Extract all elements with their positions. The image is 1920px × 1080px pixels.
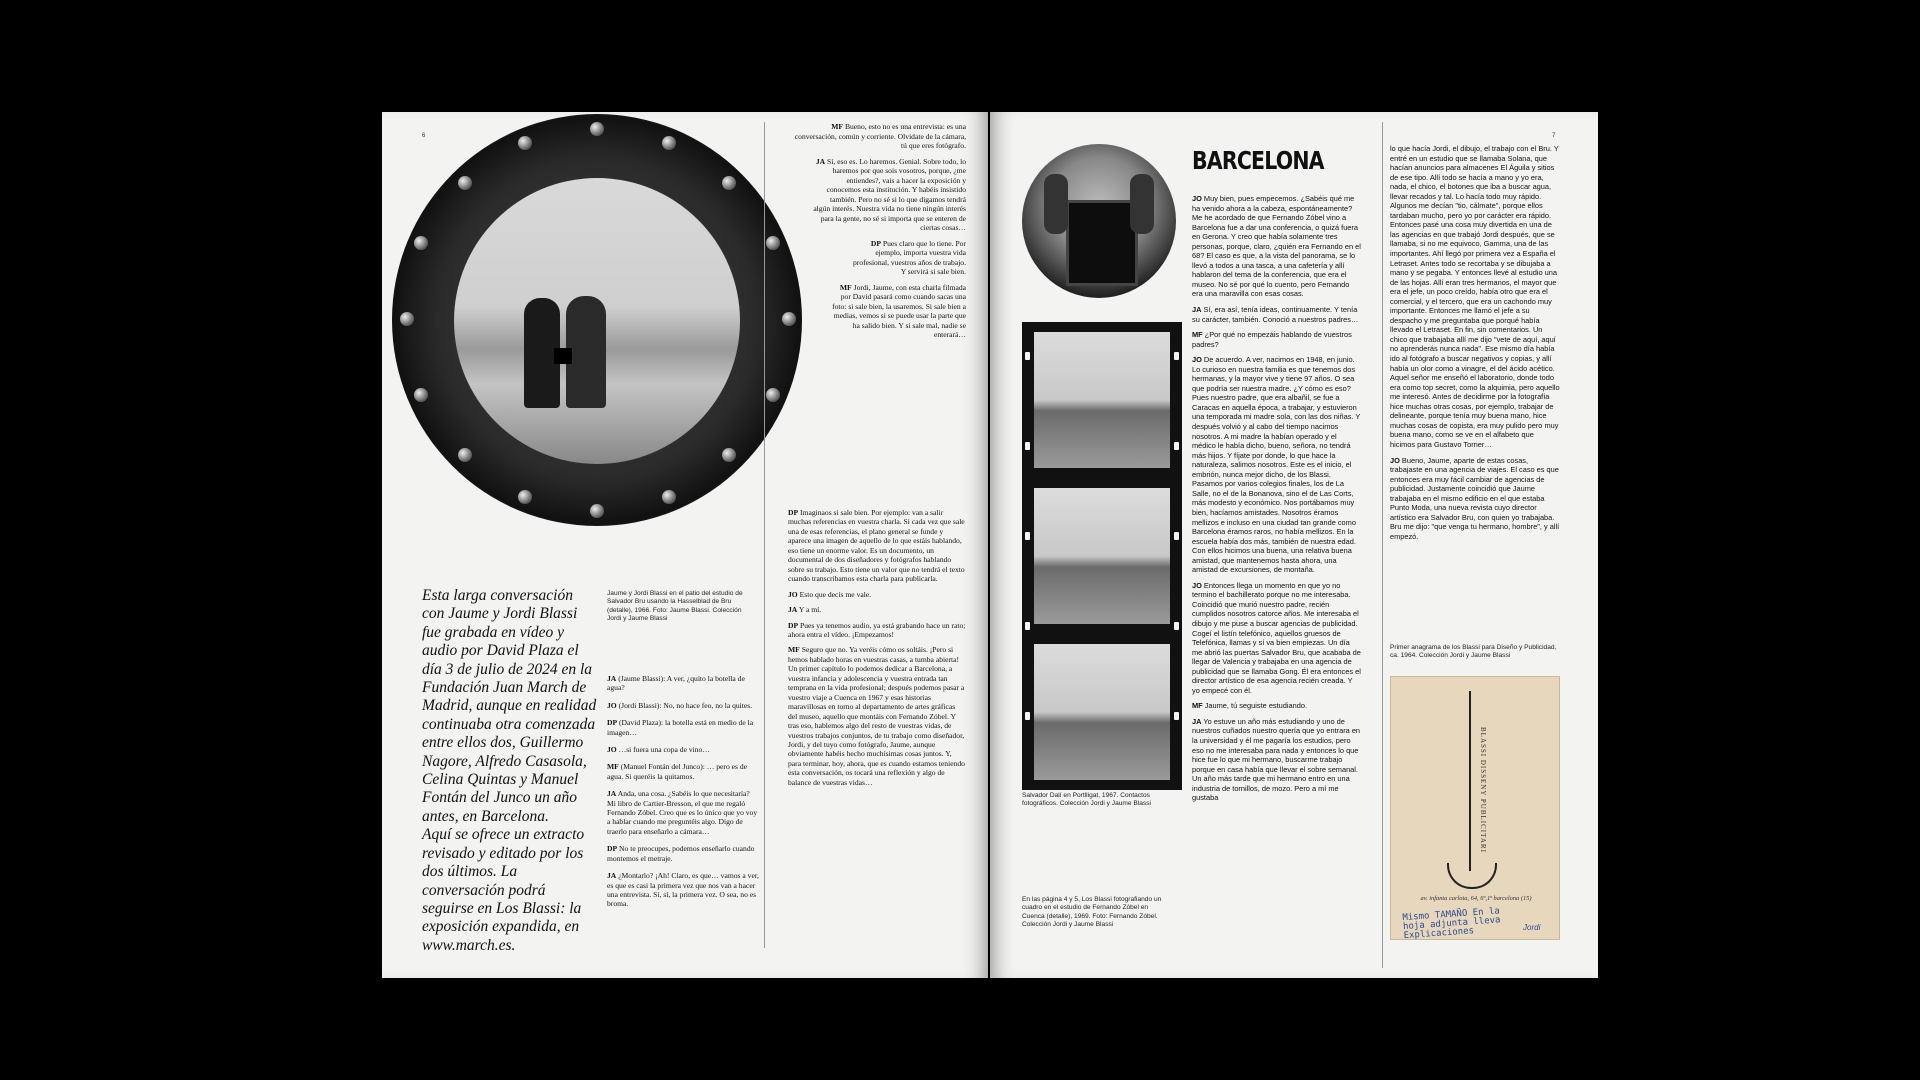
contact-frame (1034, 332, 1170, 468)
sprocket-hole (1025, 352, 1030, 360)
intro-paragraph: Esta larga conversación con Jaume y Jordi Blassi fue grabada en vídeo y audio por David Plaza el día 3 de julio de 2024 en la Fundación Juan March de Madrid, aunque en realidad continuaba otra comenzada entre ellos dos, Guillermo Nagore, Alfredo Casasola, Celina Quintas y Manuel Fontán del Junco un año antes, en Barcelona. (422, 587, 597, 825)
ad-caption: Primer anagrama de los Blassi para Diseño y Publicidad, ca. 1964. Colección Jordi y Jaume Blassi (1390, 644, 1557, 660)
dialog-entry: DP Pues claro que lo tiene. Por ejemplo, importa vuestra vida profesional, vuestros años de trabajo. Y servirá si sale bien. (852, 238, 966, 276)
dialog-entry: MF Seguro que no. Ya veréis cómo os soltáis. ¡Pero si hemos hablado horas en vuestras casas, a tumba abierta! Un primer capítulo lo podemos dedicar a Barcelona, a vuestra infancia y adolescencia y vuestra entrada tan temprana en la vida profesional; después podemos pasar a vuestro viaje a Cuenca en 1967 y esas historias maravillosas en torno al departamento de artes gráficas del museo, aquello que montáis con Fernando Zóbel. Y tras eso, hablemos algo del resto de vuestras vidas, de vuestros trabajos conjuntos, de tu trabajo como diseñador, Jordi, y del tuyo como fotógrafo, Jaume, aunque obviamente habéis hecho muchísimas cosas juntos. Y, para terminar, hoy, ahora, que es cuando estamos teniendo esta conversación, os tocará una reflexión y algo de balance de vuestras vidas… (788, 645, 965, 787)
contact-strip (1022, 322, 1182, 790)
column-rule (1382, 122, 1383, 968)
sprocket-hole (1174, 532, 1179, 540)
logo-stem (1469, 691, 1471, 871)
dialog-entry: MF Jordi, Jaume, con esta charla filmada por David pasará como cuando sacas una foto: si sale bien, la usaremos. Si sale bien a medias, vemos si se puede usar la parte que ha salido bien. Y si sale mal, nadie se enterará… (832, 282, 966, 339)
dialog-entry: JA Yo estuve un año más estudiando y uno de nuestros cuñados nuestro quería que yo entrara en la universidad y él me pagaría los estudios, pero eso no me interesaba para nada y entonces lo que hice fue lo que mi hermano, buscarme trabajo porque en casa había que llevar el sobre semanal. Un año más tarde que mi hermano entro en una industria de tornillos, de mozo. Pero a mí me gustaba (1192, 716, 1361, 803)
right-page (990, 112, 1598, 978)
rivet (722, 176, 736, 190)
handwritten-note: Mismo TAMAÑO En la hoja adjunta lleva Explicaciones (1402, 906, 1501, 942)
dialog-entry: MF Bueno, esto no es una entrevista: es una conversación, común y corriente. Olvidate de la cámara, tú que eres fotógrafo. (794, 122, 966, 150)
sprocket-hole (1025, 712, 1030, 720)
dialog-entry: DP Imaginaos si sale bien. Por ejemplo: van a salir muchas referencias en vuestra charla. Si cada vez que sale una de esas referencias, el plano general se funde y aparece una imagen de aquello de lo que estáis hablando, eso tiene un enorme valor. Es un documento, un documental de dos diseñadores y fotógrafos hablando sobre su trabajo. Esto tiene un valor que no tendrá el texto cuando transcribamos esta charla para publicarla. (788, 508, 965, 584)
photo-caption: Jaume y Jordi Blassi en el patio del estudio de Salvador Bru usando la Hasselblad de Bru (detalle), 1966. Foto: Jaume Blassi. Colección Jordi y Jaume Blassi (607, 590, 743, 623)
dialog-entry: DP No te preocupes, podemos enseñarlo cuando montemos el metraje. (607, 844, 755, 863)
dialog-entry: JO De acuerdo. A ver, nacimos en 1948, en junio. Lo curioso en nuestra familia es que tenemos dos hermanas, y la mayor vive y tiene 97 años. O sea que podría ser nuestra madre. ¿Y cómo es eso? Pues nuestro padre, que era albañil, se fue a Caracas en aquella época, a trabajar, y estuvieron una temporada mi madre sola, con las dos niñas. Y después volvió y al cabo del tiempo nacimos nosotros. A mi madre la habían operado y el médico le había dicho, bueno, señora, no tendrá más hijos. Y fíjate por donde, lo que hace la naturaleza, salimos nosotros. Este es el inicio, el embrión, nunca mejor dicho, de los Blassi. Pasamos por varios colegios finales, los de La Salle, no el de la Bonanova, sino el de Las Corts, más modesto y económico. Nos portábamos muy bien, hacíamos amistades. Nosotros éramos mellizos e incluso en una ciudad tan grande como Barcelona éramos raros, no había mellizos. En la escuela había dos más, también de nuestra edad. Con ellos hicimos una buena, una relativa buena amistad, que mantenemos hasta ahora, una amistad de excursiones, de montaña. (1192, 355, 1361, 575)
dialog-column-bottom (788, 508, 966, 793)
rivet (400, 312, 414, 326)
handwritten-signature: Jordi (1523, 923, 1541, 932)
rivet (518, 136, 532, 150)
figure-left (1044, 174, 1068, 234)
dialog-entry: MF Jaume, tú seguiste estudiando. (1192, 701, 1308, 711)
dialog-entry: JA Anda, una cosa. ¿Sabéis lo que necesitaría? Mi libro de Cartier-Bresson, el que me regaló Fernando Zóbel. Creo que es lo único que yo voy a hablar cuando me preguntéis algo. Digo de traerlo para enseñarlo a cámara… (607, 789, 758, 836)
mirror-photo (392, 114, 802, 526)
sprocket-hole (1174, 622, 1179, 630)
page-number-right: 7 (1552, 133, 1556, 139)
rivet (458, 448, 472, 462)
figure-jordi (566, 296, 606, 408)
dialog-entry: MF ¿Por qué no empezáis hablando de vuestros padres? (1192, 330, 1352, 349)
dialog-column-small (607, 674, 759, 917)
left-page (382, 112, 988, 978)
dialog-entry: JA Sí, eso es. Lo haremos. Genial. Sobre todo, lo haremos por que sois vosotros, porque, ¿me entiendes?, vais a hacer la exposición y conocemos esta institución. Y habéis insistido también. Pero no sé si lo que digamos tendrá algún interés. Nuestra vida no tiene ningún interés para la gente, no sé si importa que se enteren de ciertas cosas… (813, 156, 966, 232)
rivet (458, 176, 472, 190)
rivet (590, 504, 604, 518)
dialog-entry: JO (Jordi Blassi): No, no hace feo, no la quites. (607, 700, 753, 710)
round-photo-caption: En las página 4 y 5, Los Blassi fotografiando un cuadro en el estudio de Fernando Zóbel en Cuenca (detalle), 1969. Foto: Fernando Zóbel. Colección Jordi y Jaume Blassi (1022, 896, 1162, 929)
dialog-entry: JO Bueno, Jaume, aparte de estas cosas, trabajaste en una agencia de viajes. El caso es que entonces era muy fácil cambiar de agencias de publicidad. Justamente coincidió que Jaume trabajaba en el mismo edificio en el que estaba Punto Moda, una nueva revista cuyo director artístico era Salvador Bru, con quien yo trabajaba. Bru me dijo: "que venga tu hermano, hombre", y allí empezó. (1390, 455, 1560, 541)
sprocket-hole (1174, 352, 1179, 360)
contact-frame (1034, 488, 1170, 624)
dialog-entry: MF (Manuel Fontán del Junco): … pero es de agua. Si queréis la quitamos. (607, 762, 748, 781)
ad-address: av. infanta carlota, 64, 6º,1ª barcelona (15) (1420, 895, 1532, 902)
blassi-logo-document (1390, 676, 1560, 940)
dialog-column-top (788, 122, 966, 346)
rivet (414, 388, 428, 402)
sprocket-hole (1025, 532, 1030, 540)
rivet (662, 136, 676, 150)
painting-frame (1066, 200, 1138, 286)
dialog-entry: JA ¿Montarlo? ¡Ah! Claro, es que… vamos a ver, es que es casi la primera vez que nos van a hacer una entrevista. Sí, sí, la primera vez. O sea, no es broma. (607, 871, 759, 909)
sprocket-hole (1174, 442, 1179, 450)
dialog-entry: lo que hacía Jordi, el dibujo, el trabajo con el Bru. Y entré en un estudio que se llamaba Solana, que hacían anuncios para almacenes El Águila y sitios de ese tipo. Allí todo se hacía a mano y yo era, nada, el chico, el botones que iba a buscar agua, llevar recados y tal. Lo hacía todo muy rápido. Algunos me decían "tio, cálmate", porque ellos tardaban mucho, pero yo por carácter era rápido. Entonces pasé una cosa muy divertida en una de las agencias en que trabajó Jordi después, que se llamaba, si no me equivoco, Gamma, una de las importantes. Ahí llegó por primera vez a España el Letraset. Antes todo se recortaba y se dibujaba a mano y se pegaba. Y entonces llevé al estudio una de las hojas. Allí eran tres hermanos, el mayor que era el jefe, un poco creído, había otro que era el comercial, y el tercero, que era un cachondo muy importante. Entonces me llamó el jefe a su despacho y me preguntaba que porqué había llevado el Letraset. En fin, sin comentarios. Un chico que trabajaba allí me dijo "vete de aquí, aquí no aprenderás nunca nada". Ese mismo día había ido al fotógrafo a buscar negativos y copias, y allí había un olor como a vinagre, el del ácido acético. Aquel señor me enseñó el laboratorio, donde todo era como top secret, como la alquimia, pero aquello me interesó. Antes de decidirme por la fotografía hice muchas otras cosas, por ejemplo, trabajar de delineante, porque tenía muy buena mano, hice muchas cosas de copista, era muy pulido pero muy buena mano, como se ve en el alfabeto que hicimos para Gustavo Torner… (1390, 144, 1560, 449)
rivet (518, 490, 532, 504)
text-column-middle (1192, 194, 1362, 809)
mirror-reflection (454, 178, 740, 464)
rivet (766, 388, 780, 402)
rivet (414, 236, 428, 250)
dialog-entry: JO Muy bien, pues empecemos. ¿Sabéis qué me ha venido ahora a la cabeza, espontáneamente? Me he acordado de que Fernando Zóbel vino a Barcelona fue a dar una conferencia, o quizá fuera en Gerona. Y creo que había solamente tres personas, porque, claro, ¿quién era Fernando en el 68? El caso es que, a la vista del panorama, se lo llevó a todos a una tasca, a una cafetería y allí hablaron del tema de la conferencia, que era el museo. No sé por qué lo cuento, pero Fernando era una maravilla con esas cosas. (1192, 194, 1361, 299)
ad-vertical-label: BLASSI DISSENY PUBLICITARI (1479, 727, 1487, 853)
dialog-entry: JA Sí, era así, tenía ideas, continuamente. Y tenía su carácter, también. Conoció a nuestros padres… (1192, 305, 1359, 324)
sprocket-hole (1025, 442, 1030, 450)
dialog-entry: JO Entonces llega un momento en que yo no termino el bachillerato porque no me interesaba. Coincidió que murió nuestro padre, recién cumplidos nosotros catorce años. Me interesaba el dibujo y me puse a buscar agencias de publicidad. Cogeí el listín telefónico, aquellos gruesos de Telefónica, llamas y sí va bien empiezas. Un día me abrió las puertas Salvador Bru, que acababa de llegar de Valencia y trabajaba en una agencia de publicidad que se llamaba Gong. Él era entonces el director artístico de esa agencia recién creada. Y yo empecé con él. (1192, 580, 1361, 695)
dialog-entry: JA Y a mí. (788, 605, 822, 615)
column-rule (764, 122, 765, 948)
dialog-entry: JO Esto que decís me vale. (788, 589, 872, 599)
round-photo (1022, 144, 1176, 298)
camera (554, 348, 572, 364)
page-number-left: 6 (422, 133, 426, 139)
strip-caption: Salvador Dalí en Portlligat, 1967. Contactos fotográficos. Colección Jordi y Jaume Blassi (1022, 792, 1151, 808)
rivet (766, 236, 780, 250)
intro-text (422, 587, 598, 955)
sprocket-hole (1025, 622, 1030, 630)
rivet (722, 448, 736, 462)
rivet (590, 122, 604, 136)
dialog-entry: JO …si fuera una copa de vino… (607, 745, 710, 755)
dialog-entry: JA (Jaume Blassi): A ver, ¿quito la botella de agua? (607, 674, 745, 693)
figure-right (1130, 174, 1154, 234)
sprocket-hole (1174, 712, 1179, 720)
dialog-entry: DP Pues ya tenemos audio, ya está grabando hace un rato; ahora entra el vídeo. ¡Empezamos! (788, 620, 966, 639)
rivet (662, 490, 676, 504)
contact-frame (1034, 644, 1170, 780)
intro-paragraph-2: Aquí se ofrece un extracto revisado y editado por los dos últimos. La conversación podrá seguirse en Los Blassi: la exposición expandida, en www.march.es. (422, 826, 585, 954)
text-column-right (1390, 144, 1560, 547)
dialog-entry: DP (David Plaza): la botella está en medio de la imagen… (607, 718, 754, 737)
section-headline: BARCELONA (1192, 146, 1324, 175)
